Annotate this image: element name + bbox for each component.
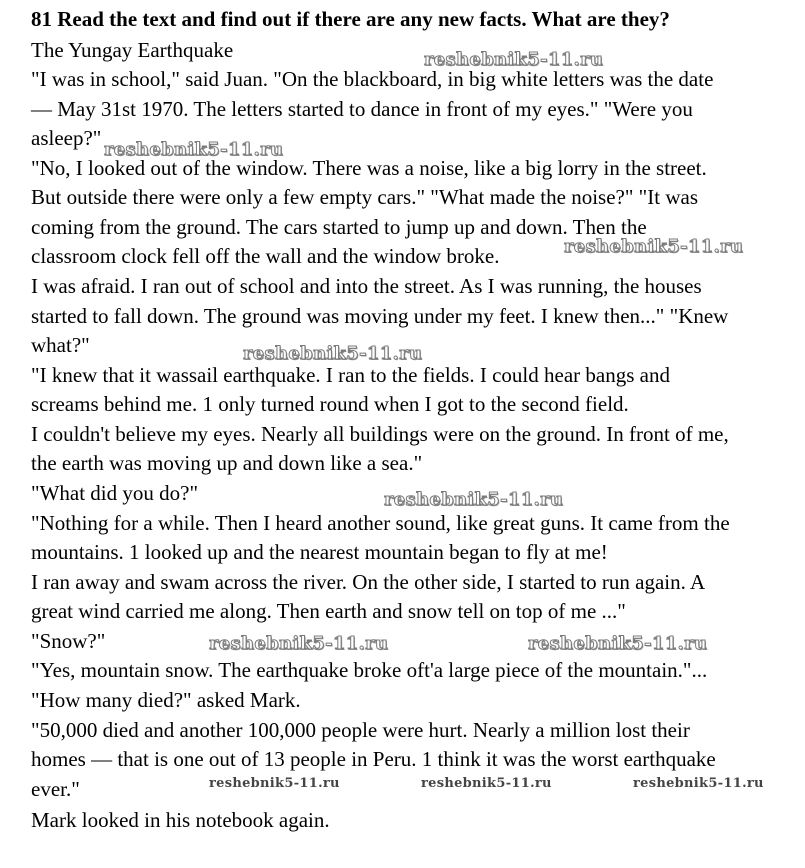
watermark: reshebnik5-11.ru: [421, 776, 552, 791]
story-title: The Yungay Earthquake: [31, 38, 234, 62]
exercise-heading: 81 Read the text and find out if there are any new facts. What are they?: [31, 7, 670, 31]
paragraph-line: "I was in school," said Juan. "On the blackboard, in big white letters was the date: [31, 67, 714, 91]
paragraph-line: "50,000 died and another 100,000 people were hurt. Nearly a million lost their: [31, 718, 690, 742]
paragraph-line: But outside there were only a few empty cars." "What made the noise?" "It was: [31, 185, 698, 209]
watermark: reshebnik5-11.ru: [104, 139, 284, 160]
watermark: reshebnik5-11.ru: [384, 489, 564, 510]
watermark: reshebnik5-11.ru: [243, 343, 423, 364]
paragraph-line: started to fall down. The ground was moving under my feet. I knew then..." "Knew: [31, 304, 729, 328]
paragraph-line: homes — that is one out of 13 people in Peru. 1 think it was the worst earthquake: [31, 747, 716, 771]
paragraph-line: coming from the ground. The cars started to jump up and down. Then the: [31, 215, 647, 239]
paragraph-line: "Yes, mountain snow. The earthquake broke oft'a large piece of the mountain."...: [31, 658, 708, 682]
paragraph-line: I couldn't believe my eyes. Nearly all buildings were on the ground. In front of me,: [31, 422, 729, 446]
paragraph-line: great wind carried me along. Then earth and snow tell on top of me ...": [31, 599, 626, 623]
paragraph-line: classroom clock fell off the wall and the window broke.: [31, 244, 500, 268]
paragraph-line: "No, I looked out of the window. There was a noise, like a big lorry in the street.: [31, 156, 707, 180]
paragraph-line: "Snow?": [31, 629, 106, 653]
paragraph-line: the earth was moving up and down like a sea.": [31, 451, 423, 475]
paragraph-line: what?": [31, 333, 90, 357]
paragraph-line: "I knew that it wassail earthquake. I ran to the fields. I could hear bangs and: [31, 363, 670, 387]
watermark: reshebnik5-11.ru: [564, 236, 744, 257]
watermark: reshebnik5-11.ru: [528, 633, 708, 654]
paragraph-line: Mark looked in his notebook again.: [31, 808, 330, 832]
paragraph-line: mountains. 1 looked up and the nearest mountain began to fly at me!: [31, 540, 608, 564]
paragraph-line: ever.": [31, 777, 80, 801]
paragraph-line: I ran away and swam across the river. On the other side, I started to run again. A: [31, 570, 706, 594]
watermark: reshebnik5-11.ru: [633, 776, 764, 791]
watermark: reshebnik5-11.ru: [424, 49, 604, 70]
paragraph-line: asleep?": [31, 126, 102, 150]
paragraph-line: "What did you do?": [31, 481, 199, 505]
watermark: reshebnik5-11.ru: [209, 633, 389, 654]
paragraph-line: "How many died?" asked Mark.: [31, 688, 301, 712]
paragraph-line: — May 31st 1970. The letters started to dance in front of my eyes." "Were you: [31, 97, 693, 121]
paragraph-line: I was afraid. I ran out of school and into the street. As I was running, the houses: [31, 274, 702, 298]
watermark: reshebnik5-11.ru: [209, 776, 340, 791]
paragraph-line: "Nothing for a while. Then I heard another sound, like great guns. It came from the: [31, 511, 730, 535]
paragraph-line: screams behind me. 1 only turned round when I got to the second field.: [31, 392, 629, 416]
